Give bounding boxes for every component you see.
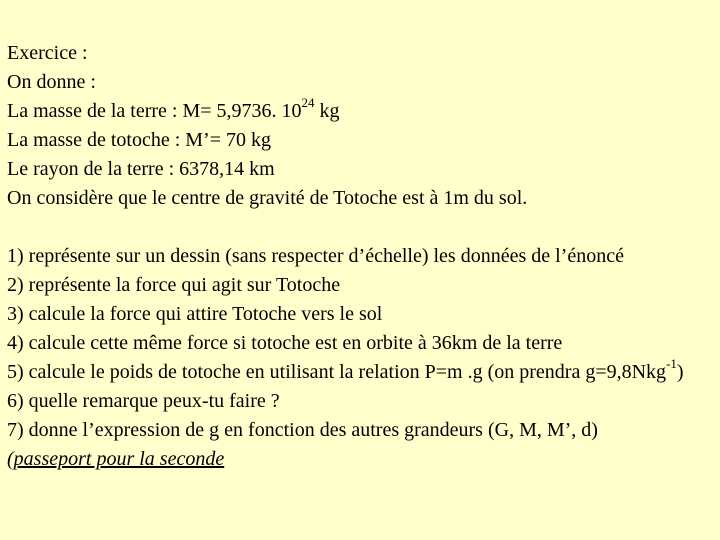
question-5-text: 5) calcule le poids de totoche en utilisant la relation P=m .g (on prendra g=9,8Nkg bbox=[7, 361, 667, 383]
earth-radius-line: Le rayon de la terre : 6378,14 km bbox=[7, 158, 275, 180]
question-3: 3) calcule la force qui attire Totoche vers le sol bbox=[7, 303, 383, 325]
center-of-gravity-line: On considère que le centre de gravité de Totoche est à 1m du sol. bbox=[7, 187, 528, 209]
question-1: 1) représente sur un dessin (sans respecter d’échelle) les données de l’énoncé bbox=[7, 245, 624, 267]
question-7: 7) donne l’expression de g en fonction des autres grandeurs (G, M, M’, d) bbox=[7, 419, 598, 441]
passeport-link-line bbox=[7, 445, 712, 474]
question-5-close: ) bbox=[676, 361, 684, 383]
question-6: 6) quelle remarque peux-tu faire ? bbox=[7, 390, 280, 412]
exercise-title: Exercice : bbox=[7, 42, 88, 64]
question-4: 4) calcule cette même force si totoche est en orbite à 36km de la terre bbox=[7, 332, 563, 354]
earth-mass-line bbox=[7, 97, 712, 126]
earth-mass-exponent: 24 bbox=[301, 95, 315, 111]
given-heading: On donne : bbox=[7, 71, 96, 93]
earth-mass-text: La masse de la terre : M= 5,9736. 10 bbox=[7, 100, 302, 122]
passeport-link[interactable]: (passeport pour la seconde bbox=[7, 448, 225, 470]
question-5-exponent: -1 bbox=[666, 356, 677, 372]
question-5 bbox=[7, 358, 712, 387]
question-2: 2) représente la force qui agit sur Totoche bbox=[7, 274, 341, 296]
paragraph-gap bbox=[7, 213, 712, 242]
exercise-text bbox=[7, 39, 712, 474]
earth-mass-unit: kg bbox=[314, 100, 340, 122]
totoche-mass-line: La masse de totoche : M’= 70 kg bbox=[7, 129, 271, 151]
